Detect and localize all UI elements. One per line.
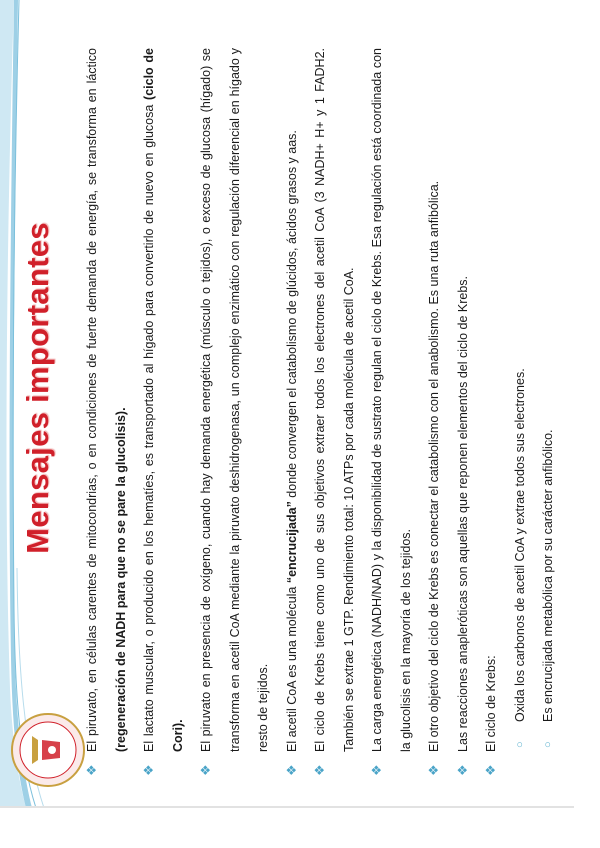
diamond-bullet-icon: ❖ bbox=[312, 764, 327, 776]
diamond-bullet-icon: ❖ bbox=[454, 764, 470, 776]
bullet-item bbox=[78, 48, 135, 778]
diamond-bullet-icon: ❖ bbox=[283, 764, 299, 776]
circle-bullet-icon: ○ bbox=[542, 741, 554, 748]
bullet-text: Las reacciones anapleróticas son aquellas que reponen elementos del ciclo de Krebs. bbox=[455, 276, 470, 752]
sub-bullet-item bbox=[534, 48, 563, 778]
bullet-item bbox=[449, 48, 478, 778]
bullet-item bbox=[278, 48, 307, 778]
university-seal-icon bbox=[8, 710, 88, 790]
bullet-text: El piruvato, en células carentes de mitocondrias, o en condiciones de fuerte demanda de energía, se transforma en láctico bbox=[85, 48, 99, 752]
sub-bullet-text: Es encrucijada metabólica por su carácter anfibólico. bbox=[541, 429, 555, 722]
sub-bullet-text: Oxida los carbonos de acetil CoA y extrae todos sus electrones. bbox=[512, 368, 527, 722]
slide-title: Mensajes importantes bbox=[20, 222, 55, 554]
bullet-text: (ciclo de Cori). bbox=[142, 48, 185, 752]
circle-bullet-icon: ○ bbox=[513, 741, 526, 748]
diamond-bullet-icon: ❖ bbox=[369, 764, 384, 776]
bullet-text: El ciclo de Krebs: bbox=[484, 655, 498, 752]
bullet-item bbox=[477, 48, 506, 778]
bullet-item bbox=[420, 48, 449, 778]
bullet-item bbox=[135, 48, 192, 778]
bullet-text: El otro objetivo del ciclo de Krebs es conectar el catabolismo con el anabolismo. Es una ruta anfibólica. bbox=[427, 180, 441, 752]
bottom-divider bbox=[0, 806, 574, 808]
bullet-text: El acetil CoA es una molécula bbox=[284, 583, 299, 752]
bullet-text: (regeneración de NADH para que no se pare la glucolisis). bbox=[113, 407, 128, 752]
bullet-item bbox=[306, 48, 363, 778]
bullet-text: donde convergen el catabolismo de glúcidos, ácidos grasos y aas. bbox=[284, 130, 299, 502]
bullet-text: El lactato muscular, o producido en los hematíes, es transportado al hígado para convertirlo de nuevo en glucosa bbox=[142, 99, 156, 752]
bullet-text: La carga energética (NADH/NAD) y la disponibilidad de sustrato regulan el ciclo de Krebs. Esa regulación está coordinada con la glucolisis en la mayoría de los tejidos. bbox=[370, 48, 413, 752]
bullet-text: El ciclo de Krebs tiene como uno de sus objetivos extraer todos los electrones del acetil CoA (3 NADH+ H+ y 1 FADH2. También se extrae 1 GTP. Rendimiento total: 10 ATPs por cada molécula de acetil CoA. bbox=[313, 48, 356, 752]
sub-bullet-item bbox=[506, 48, 535, 778]
bullet-text: El piruvato en presencia de oxígeno, cuando hay demanda energética (músculo o tejidos), o exceso de glucosa (hígado) se transforma en acetil CoA mediante la piruvato deshidrogenasa, un complejo enzimático con regulación diferencial en hígado y resto de tejidos. bbox=[199, 48, 270, 752]
bullet-item bbox=[363, 48, 420, 778]
diamond-bullet-icon: ❖ bbox=[198, 764, 213, 776]
content-area bbox=[78, 48, 563, 778]
diamond-bullet-icon: ❖ bbox=[426, 764, 441, 776]
bullet-text: “encrucijada” bbox=[284, 501, 299, 584]
bullet-item bbox=[192, 48, 278, 778]
diamond-bullet-icon: ❖ bbox=[483, 764, 498, 776]
diamond-bullet-icon: ❖ bbox=[141, 764, 156, 776]
diamond-bullet-icon: ❖ bbox=[84, 764, 99, 776]
